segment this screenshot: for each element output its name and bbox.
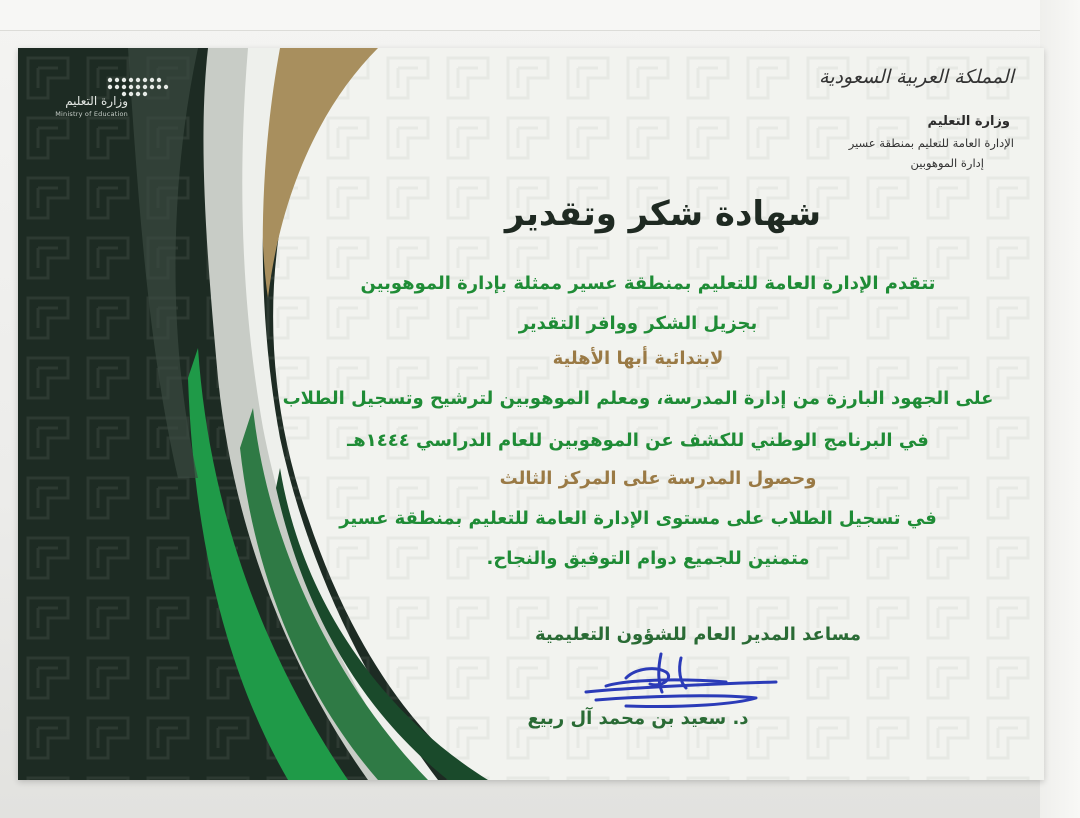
ministry-name: وزارة التعليم <box>927 114 1010 129</box>
body-line-6: وحصول المدرسة على المركز الثالث <box>499 468 817 489</box>
recipient-school: لابتدائية أبها الأهلية <box>552 348 724 369</box>
signatory-name: د. سعيد بن محمد آل ربيع <box>527 708 749 729</box>
department-name: إدارة الموهوبين <box>910 156 984 170</box>
logo-arabic-text: وزارة التعليم <box>65 94 128 108</box>
body-line-7: في تسجيل الطلاب على مستوى الإدارة العامة للتعليم بمنطقة عسير <box>339 508 937 529</box>
body-line-5: في البرنامج الوطني للكشف عن الموهوبين للعام الدراسي ١٤٤٤هـ <box>347 430 929 451</box>
folder-edge <box>0 0 1080 31</box>
folder-right-edge <box>1040 0 1080 818</box>
body-line-2: بجزيل الشكر ووافر التقدير <box>518 313 758 334</box>
body-line-4: على الجهود البارزة من إدارة المدرسة، ومعلم الموهوبين لترشيح وتسجيل الطلاب <box>282 388 994 409</box>
kingdom-name: المملكة العربية السعودية <box>819 66 1014 88</box>
body-line-8: متمنين للجميع دوام التوفيق والنجاح. <box>486 548 810 569</box>
signatory-title: مساعد المدير العام للشؤون التعليمية <box>534 624 862 645</box>
certificate-paper <box>18 48 1044 780</box>
general-administration: الإدارة العامة للتعليم بمنطقة عسير <box>848 136 1014 150</box>
body-line-1: تتقدم الإدارة العامة للتعليم بمنطقة عسير ممثلة بإدارة الموهوبين <box>360 273 936 294</box>
certificate-title: شهادة شكر وتقدير <box>504 194 822 234</box>
logo-english-text: Ministry of Education <box>55 110 128 118</box>
